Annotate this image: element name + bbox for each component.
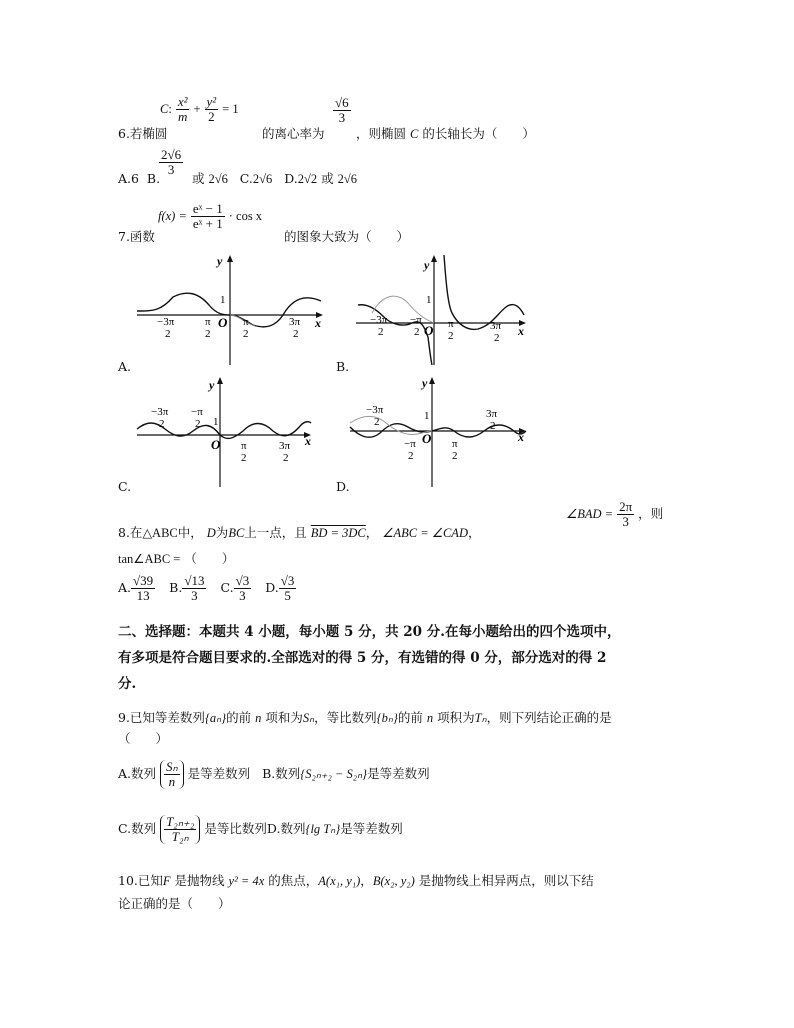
graph-d-tick1-num: −3π bbox=[366, 404, 384, 416]
q8-angle-bad: ∠BAD = $\frac{2\pi}{3}$ ，则 bbox=[566, 499, 664, 529]
q7-stem: 7.函数 bbox=[118, 229, 155, 244]
graph-c-one: 1 bbox=[213, 416, 219, 428]
graph-c-tick4-den: 2 bbox=[283, 452, 289, 464]
graph-b-tick2-num: −π bbox=[410, 314, 422, 326]
graph-d-x-label: x bbox=[518, 430, 524, 444]
graph-b-tick3-num: π bbox=[448, 318, 454, 330]
graph-d-tick4-den: 2 bbox=[490, 420, 496, 432]
graph-c-label: C. bbox=[118, 479, 132, 494]
q8-option-0: A. $\frac{√39}{13}$ bbox=[118, 573, 154, 603]
q8-option-3: D. $\frac{√3}{5}$ bbox=[265, 573, 295, 603]
graph-b-tick4-num: 3π bbox=[490, 320, 502, 332]
q6-ellipse-formula: C: $\frac{\text{x²}}{m}$ + $\frac{\text{y²}}{2}$ = 1 bbox=[160, 94, 239, 124]
graph-d-origin: O bbox=[422, 431, 432, 446]
graph-a-tick2-den: 2 bbox=[205, 328, 211, 340]
q9-paren: （ ） bbox=[118, 731, 169, 746]
graph-c-tick2-den: 2 bbox=[195, 418, 201, 430]
graph-b bbox=[352, 253, 552, 368]
graph-b-tick1-den: 2 bbox=[378, 326, 384, 338]
graph-a-one: 1 bbox=[220, 294, 226, 306]
q6-stem-mid: 的离心率为 bbox=[262, 126, 325, 141]
graph-d-tick3-num: π bbox=[452, 438, 458, 450]
graph-d-tick2-num: −π bbox=[404, 438, 416, 450]
q10-line2: 论正确的是（ ） bbox=[118, 896, 231, 911]
graph-c-tick1-num: −3π bbox=[151, 406, 169, 418]
q6-option-b-frac: $\frac{2√6}{3}$ bbox=[161, 147, 182, 177]
graph-a-x-label: x bbox=[315, 316, 321, 330]
section2-line3: 分. bbox=[118, 676, 137, 692]
q6-options: A.6 B. bbox=[118, 171, 161, 186]
graph-b-one: 1 bbox=[426, 294, 432, 306]
graph-b-origin: O bbox=[424, 323, 434, 338]
q6-option-b-rest: 或 2√6 C.2√6 D.2√2 或 2√6 bbox=[192, 171, 357, 186]
graph-d-label: D. bbox=[336, 479, 350, 494]
graph-a bbox=[133, 253, 333, 368]
section2-line2: 有多项是符合题目要求的.全部选对的得 5 分，有选错的得 0 分，部分选对的得 2 bbox=[118, 650, 607, 666]
q8-options bbox=[118, 574, 310, 603]
graph-b-x-label: x bbox=[518, 324, 524, 338]
graph-a-tick1-den: 2 bbox=[165, 328, 171, 340]
graph-c-tick2-num: −π bbox=[191, 406, 203, 418]
graph-c bbox=[133, 375, 333, 490]
q9-option-c: C.数列 $\frac{\text{T₂ₙ₊₂}}{\text{T₂ₙ}}$ 是等比数列D.数列{lg Tₙ}是等差数列 bbox=[118, 814, 403, 844]
q8-option-label: D. bbox=[265, 580, 279, 595]
graph-c-origin: O bbox=[211, 437, 221, 452]
q8-option-1: B. $\frac{√13}{3}$ bbox=[169, 573, 205, 603]
graph-a-origin: O bbox=[218, 315, 228, 330]
q6-stem: 6.若椭圆 bbox=[118, 126, 168, 141]
q8-tan-line: tan∠ABC = （ ） bbox=[118, 551, 235, 566]
graph-a-tick2-num: π bbox=[205, 316, 211, 328]
graph-d-tick4-num: 3π bbox=[486, 408, 498, 420]
graph-a-tick1-num: −3π bbox=[157, 316, 175, 328]
graph-a-y-label: y bbox=[217, 254, 223, 268]
q8-stem: 8.在△ABC中， D为BC上一点，且 BD = 3DC， ∠ABC = ∠CAD， bbox=[118, 525, 481, 540]
q8-option-label: C. bbox=[220, 580, 234, 595]
graph-b-tick1-num: −3π bbox=[370, 314, 388, 326]
graph-d-y-label: y bbox=[422, 376, 428, 390]
graph-d-tick2-den: 2 bbox=[408, 450, 414, 462]
graph-d-tick1-den: 2 bbox=[374, 416, 380, 428]
graph-c-y-label: y bbox=[209, 378, 215, 392]
q7-stem-end: 的图象大致为（ ） bbox=[284, 229, 410, 244]
q7-function: f(x) = $\frac{\text{eˣ − 1}}{\text{eˣ + 1}}$ · cos x bbox=[158, 201, 263, 231]
graph-b-tick4-den: 2 bbox=[494, 332, 500, 344]
graph-c-tick3-den: 2 bbox=[241, 452, 247, 464]
q9-option-a: A.数列 $\frac{\text{Sₙ}}{n}$ 是等差数列 B.数列{S₂ₙ₊₂ − S₂ₙ}是等差数列 bbox=[118, 759, 430, 789]
graph-c-x-label: x bbox=[305, 434, 311, 448]
graph-c-tick1-den: 2 bbox=[159, 418, 165, 430]
graph-a-label: A. bbox=[118, 359, 132, 374]
q6-eccentricity: $\frac{√6}{3}$ bbox=[335, 95, 349, 125]
q8-option-2: C. $\frac{√3}{3}$ bbox=[220, 573, 250, 603]
graph-a-tick3-den: 2 bbox=[243, 328, 249, 340]
q6-stem-end: ，则椭圆 C 的长轴长为（ ） bbox=[356, 126, 535, 141]
q9-stem: 9.已知等差数列{aₙ}的前 n 项和为Sₙ，等比数列{bₙ}的前 n 项积为Tₙ，则下列结论正确的是 bbox=[118, 710, 612, 725]
graph-a-tick4-den: 2 bbox=[293, 328, 299, 340]
graph-d-one: 1 bbox=[424, 410, 430, 422]
graph-a-tick3-num: π bbox=[243, 316, 249, 328]
q8-option-label: A. bbox=[118, 580, 132, 595]
graph-c-tick4-num: 3π bbox=[279, 440, 291, 452]
graph-b-tick2-den: 2 bbox=[414, 326, 420, 338]
graph-b-y-label: y bbox=[424, 258, 430, 272]
graph-c-tick3-num: π bbox=[241, 440, 247, 452]
graph-a-tick4-num: 3π bbox=[289, 316, 301, 328]
q10-stem: 10.已知F 是抛物线 y² = 4x 的焦点，A(x₁, y₁)，B(x₂, y₂) 是抛物线上相异两点，则以下结 bbox=[118, 873, 594, 888]
graph-d bbox=[346, 375, 546, 490]
section2-line1: 二、选择题：本题共 4 小题，每小题 5 分，共 20 分.在每小题给出的四个选项中， bbox=[118, 624, 621, 640]
graph-b-tick3-den: 2 bbox=[448, 330, 454, 342]
q8-option-label: B. bbox=[169, 580, 183, 595]
graph-b-label: B. bbox=[336, 359, 350, 374]
graph-d-tick3-den: 2 bbox=[452, 450, 458, 462]
